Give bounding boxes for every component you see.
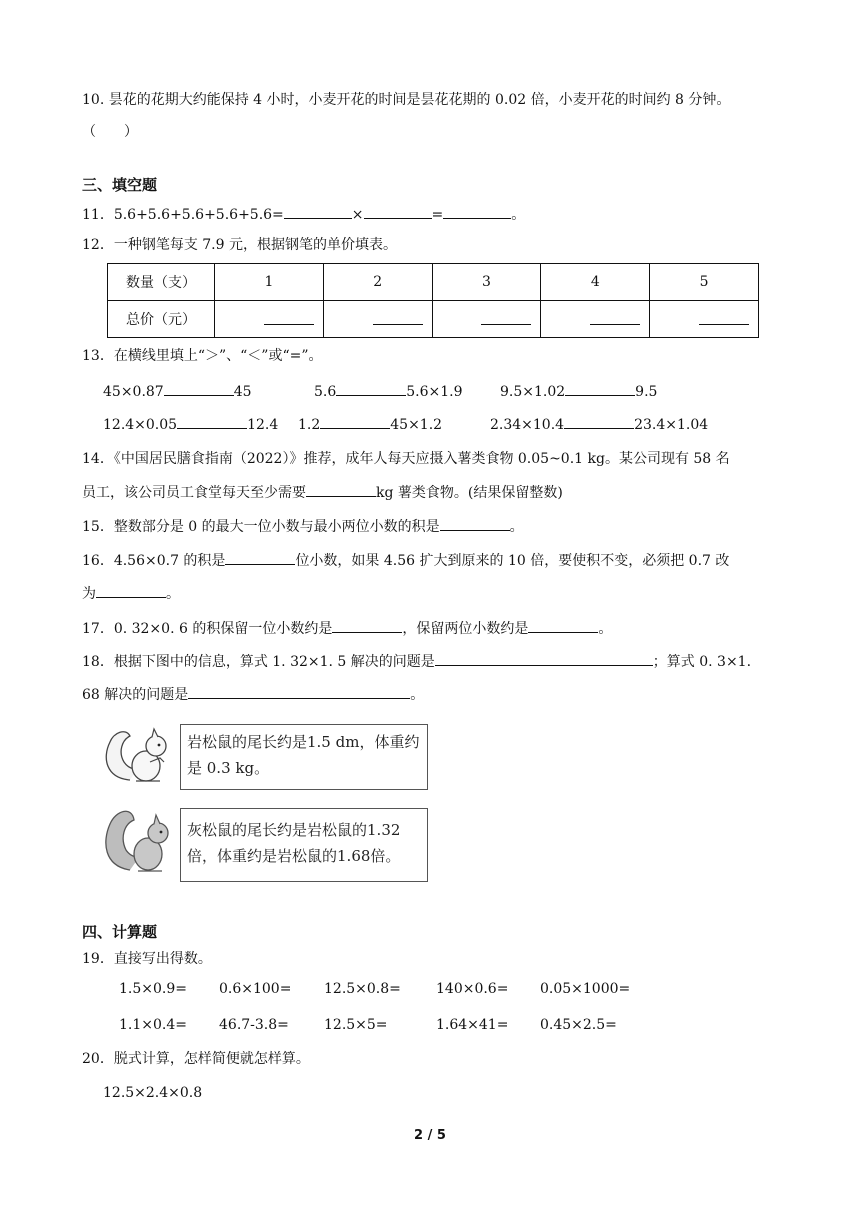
- table-header-total: 总价（元）: [108, 301, 215, 338]
- rock-squirrel-icon: [100, 718, 178, 790]
- table-row: [108, 264, 759, 301]
- question-14-line2: 员工，该公司员工食堂每天至少需要 kg 薯类食物。(结果保留整数): [82, 481, 563, 503]
- calc-item: 1.5×0.9=: [119, 981, 187, 997]
- compare-item: 2.34×10.4 23.4×1.04: [490, 413, 708, 435]
- compare-item: 5.6 5.6×1.9: [314, 380, 463, 402]
- answer-blank[interactable]: [435, 650, 653, 666]
- compare-item: 9.5×1.02 9.5: [500, 380, 657, 402]
- table-cell: 2: [323, 264, 432, 301]
- answer-blank[interactable]: [320, 413, 390, 429]
- calc-item: 46.7-3.8=: [219, 1017, 289, 1033]
- answer-blank[interactable]: [96, 582, 166, 598]
- answer-blank[interactable]: [306, 481, 376, 497]
- answer-blank[interactable]: [481, 310, 531, 325]
- answer-blank[interactable]: [264, 310, 314, 325]
- price-table: [107, 263, 759, 338]
- calc-expression: 12.5×2.4×0.8: [103, 1085, 203, 1101]
- question-10-text: 10. 昙花的花期大约能保持 4 小时，小麦开花的时间是昙花花期的 0.02 倍，小麦开花的时间约 8 分钟。: [82, 92, 731, 108]
- gray-squirrel-info-box: 灰松鼠的尾长约是岩松鼠的1.32倍，体重约是岩松鼠的1.68倍。: [180, 808, 428, 882]
- section-3-heading: 三、填空题: [82, 176, 158, 194]
- answer-blank[interactable]: [564, 413, 634, 429]
- question-15: 15．整数部分是 0 的最大一位小数与最小两位小数的积是 。: [82, 515, 524, 537]
- table-answer-cell[interactable]: [650, 301, 759, 338]
- calc-item: 0.05×1000=: [540, 981, 631, 997]
- rock-squirrel-info-box: 岩松鼠的尾长约是1.5 dm，体重约是 0.3 kg。: [180, 724, 428, 790]
- question-12: 12．一种钢笔每支 7.9 元，根据钢笔的单价填表。: [82, 237, 397, 253]
- table-header-quantity: 数量（支）: [108, 264, 215, 301]
- compare-item: 45×0.87 45: [103, 380, 252, 402]
- calc-item: 140×0.6=: [436, 981, 509, 997]
- table-answer-cell[interactable]: [215, 301, 324, 338]
- answer-blank[interactable]: [188, 683, 410, 699]
- answer-blank[interactable]: [590, 310, 640, 325]
- table-cell: 5: [650, 264, 759, 301]
- table-answer-cell[interactable]: [323, 301, 432, 338]
- question-16-line2: 为 。: [82, 582, 180, 604]
- table-cell: 3: [432, 264, 541, 301]
- answer-blank[interactable]: [284, 203, 352, 219]
- compare-item: 12.4×0.05 12.4: [103, 413, 278, 435]
- table-answer-cell[interactable]: [432, 301, 541, 338]
- question-20: 20．脱式计算，怎样简便就怎样算。: [82, 1051, 310, 1067]
- answer-blank[interactable]: [177, 413, 247, 429]
- question-18-line2: 68 解决的问题是 。: [82, 683, 424, 705]
- answer-blank[interactable]: [164, 380, 234, 396]
- calc-item: 12.5×5=: [324, 1017, 388, 1033]
- question-19: 19．直接写出得数。: [82, 951, 212, 967]
- answer-blank[interactable]: [699, 310, 749, 325]
- section-4-heading: 四、计算题: [82, 923, 158, 941]
- question-11: 11．5.6+5.6+5.6+5.6+5.6= × = 。: [82, 203, 525, 225]
- answer-blank[interactable]: [443, 203, 511, 219]
- answer-blank[interactable]: [528, 617, 598, 633]
- calc-item: 12.5×0.8=: [324, 981, 401, 997]
- answer-blank[interactable]: [332, 617, 402, 633]
- table-answer-cell[interactable]: [541, 301, 650, 338]
- table-cell: 1: [215, 264, 324, 301]
- question-18: 18．根据下图中的信息，算式 1. 32×1. 5 解决的问题是 ；算式 0. 3×1.: [82, 650, 751, 672]
- answer-blank[interactable]: [336, 380, 406, 396]
- compare-item: 1.2 45×1.2: [298, 413, 442, 435]
- calc-item: 0.6×100=: [219, 981, 292, 997]
- question-17: 17．0. 32×0. 6 的积保留一位小数约是 ，保留两位小数约是 。: [82, 617, 612, 639]
- calc-item: 1.1×0.4=: [119, 1017, 187, 1033]
- question-14: 14．《中国居民膳食指南（2022）》推荐，成年人每天应摄入薯类食物 0.05~0.1 kg。某公司现有 58 名: [82, 451, 730, 467]
- question-13: 13．在横线里填上“＞”、“＜”或“=”。: [82, 348, 323, 364]
- question-10-answer-paren: （ ）: [82, 124, 138, 140]
- calc-item: 0.45×2.5=: [540, 1017, 617, 1033]
- question-16: 16．4.56×0.7 的积是 位小数，如果 4.56 扩大到原来的 10 倍，要使积不变，必须把 0.7 改: [82, 549, 729, 571]
- table-row: [108, 301, 759, 338]
- answer-blank[interactable]: [440, 515, 510, 531]
- table-cell: 4: [541, 264, 650, 301]
- question-10: [82, 90, 730, 110]
- page-number: 2 / 5: [414, 1128, 446, 1143]
- answer-blank[interactable]: [373, 310, 423, 325]
- answer-blank[interactable]: [565, 380, 635, 396]
- calc-item: 1.64×41=: [436, 1017, 509, 1033]
- gray-squirrel-icon: [100, 800, 178, 880]
- answer-blank[interactable]: [364, 203, 432, 219]
- answer-blank[interactable]: [225, 549, 295, 565]
